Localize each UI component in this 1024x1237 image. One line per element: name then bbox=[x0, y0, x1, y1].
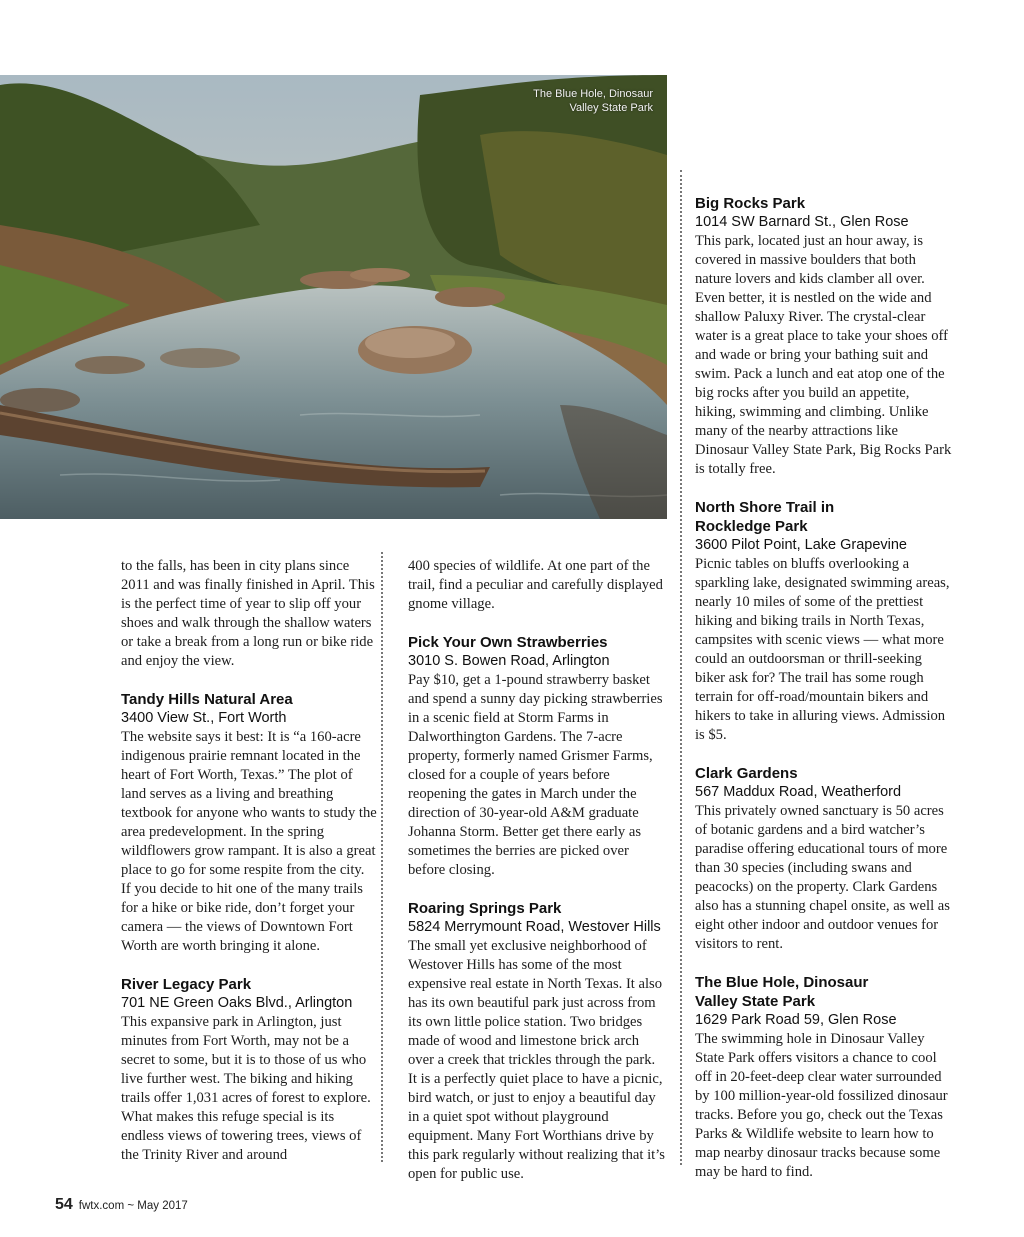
entry-title: River Legacy Park bbox=[121, 976, 252, 993]
entry-body: Pay $10, get a 1-pound strawberry basket and spend a sunny day picking strawberries in a scenic field at Storm Farms in Dalworthington Gardens. The 7-acre property, formerly named Grismer Farms, closed for a couple of years before reopening the gates in March under the direction of 30-year-old A&M graduate Johanna Storm. Better get there early as sometimes the berries are picked over before closing. bbox=[408, 672, 663, 878]
river-photo-illustration bbox=[0, 75, 667, 519]
col1-intro: to the falls, has been in city plans since 2011 and was finally finished in April. This is the perfect time of year to slip off your shoes and walk through the shallow waters or take a break from a long run or bike ride and enjoy the view. bbox=[121, 558, 375, 669]
entry-address: 567 Maddux Road, Weatherford bbox=[695, 784, 902, 800]
column-2 bbox=[408, 557, 666, 1184]
entry-address: 1014 SW Barnard St., Glen Rose bbox=[695, 214, 909, 230]
entry-tandy-hills bbox=[121, 690, 377, 956]
entry-title-line1: North Shore Trail in bbox=[695, 499, 835, 516]
entry-title: Big Rocks Park bbox=[695, 195, 806, 212]
column-3 bbox=[695, 194, 953, 1182]
entry-body: The small yet exclusive neighborhood of Westover Hills has some of the most expensive real estate in North Texas. It also has its own beautiful park just across from its own little police station. Two bridges made of wood and limestone brick arch over a creek that trickles through the park. It is a perfectly quiet place to have a picnic, bird watch, or just to enjoy a beautiful day in a quiet spot without playground equipment. Many Fort Worthians drive by this park regularly without realizing that it’s open for public use. bbox=[408, 938, 665, 1182]
entry-river-legacy bbox=[121, 975, 377, 1165]
page-number: 54 bbox=[55, 1196, 73, 1213]
entry-body: This park, located just an hour away, is covered in massive boulders that both nature lovers and kids clamber all over. Even better, it is nestled on the wide and shallow Paluxy River. The crystal-clear water is a great place to take your shoes off and wade or bring your bathing suit and swim. Pack a lunch and eat atop one of the big rocks after you build an appetite, hiking, swimming and climbing. Unlike many of the nearby attractions like Dinosaur Valley State Park, Big Rocks Park is totally free. bbox=[695, 233, 952, 477]
entry-blue-hole bbox=[695, 973, 953, 1182]
entry-title-line2: Valley State Park bbox=[695, 993, 816, 1010]
column-divider-right bbox=[680, 170, 682, 1165]
entry-body: Picnic tables on bluffs overlooking a sparkling lake, designated swimming areas, nearly 10 miles of some of the prettiest hiking and biking trails in North Texas, campsites with scenic views — what more could an outdoorsman or thrill-seeking biker ask for? The trail has some rough terrain for off-road/mountain bikers and hikers to take in alluring views. Admission is $5. bbox=[695, 556, 950, 743]
entry-title-line2: Rockledge Park bbox=[695, 518, 808, 535]
entry-title: Roaring Springs Park bbox=[408, 900, 562, 917]
entry-title-line1: The Blue Hole, Dinosaur bbox=[695, 974, 869, 991]
footer-text: fwtx.com ~ May 2017 bbox=[78, 1200, 188, 1212]
entry-roaring-springs bbox=[408, 899, 666, 1184]
entry-address: 701 NE Green Oaks Blvd., Arlington bbox=[121, 995, 353, 1011]
river-photo bbox=[0, 75, 667, 519]
entry-title: Tandy Hills Natural Area bbox=[121, 691, 293, 708]
column-divider-left bbox=[381, 552, 383, 1162]
entry-address: 3400 View St., Fort Worth bbox=[121, 710, 287, 726]
entry-north-shore bbox=[695, 498, 953, 745]
entry-strawberries bbox=[408, 633, 666, 880]
entry-body: The website says it best: It is “a 160-acre indigenous prairie remnant located in the heart of Fort Worth, Texas.” The plot of land serves as a living and breathing textbook for anyone who wants to study the area predevelopment. In the spring wildflowers grow rampant. It is also a great place to go for some respite from the city. If you decide to hit one of the many trails for a hike or bike ride, don’t forget your camera — the views of Downtown Fort Worth are worth bringing it alone. bbox=[121, 729, 377, 954]
entry-title: Pick Your Own Strawberries bbox=[408, 634, 608, 651]
entry-clark-gardens bbox=[695, 764, 953, 954]
entry-body: This expansive park in Arlington, just minutes from Fort Worth, may not be a secret to some, but it is to those of us who live further west. The biking and hiking trails offer 1,031 acres of forest to explore. What makes this refuge special is its endless views of towering trees, views of the Trinity River and around bbox=[121, 1014, 371, 1163]
photo-caption bbox=[493, 87, 653, 115]
photo-caption-line1: The Blue Hole, Dinosaur bbox=[533, 88, 653, 100]
page-footer bbox=[55, 1196, 188, 1214]
entry-body: This privately owned sanctuary is 50 acres of botanic gardens and a bird watcher’s paradise offering educational tours of more than 30 species (including swans and peacocks) on the property. Clark Gardens also has a stunning chapel onsite, as well as eight other indoor and outdoor venues for visitors to rent. bbox=[695, 803, 950, 952]
entry-big-rocks bbox=[695, 194, 953, 479]
entry-address: 3010 S. Bowen Road, Arlington bbox=[408, 653, 610, 669]
entry-title: Clark Gardens bbox=[695, 765, 798, 782]
column-1 bbox=[121, 557, 377, 1165]
entry-address: 1629 Park Road 59, Glen Rose bbox=[695, 1012, 897, 1028]
entry-address: 5824 Merrymount Road, Westover Hills bbox=[408, 919, 661, 935]
entry-body: The swimming hole in Dinosaur Valley State Park offers visitors a chance to cool off in 20-feet-deep clear water surrounded by 100 million-year-old fossilized dinosaur tracks. Before you go, check out the Texas Parks & Wildlife website to learn how to map nearby dinosaur tracks because some may be hard to find. bbox=[695, 1031, 948, 1180]
col2-intro: 400 species of wildlife. At one part of the trail, find a peculiar and carefully displayed gnome village. bbox=[408, 558, 663, 612]
photo-caption-line2: Valley State Park bbox=[569, 102, 653, 114]
entry-address: 3600 Pilot Point, Lake Grapevine bbox=[695, 537, 907, 553]
